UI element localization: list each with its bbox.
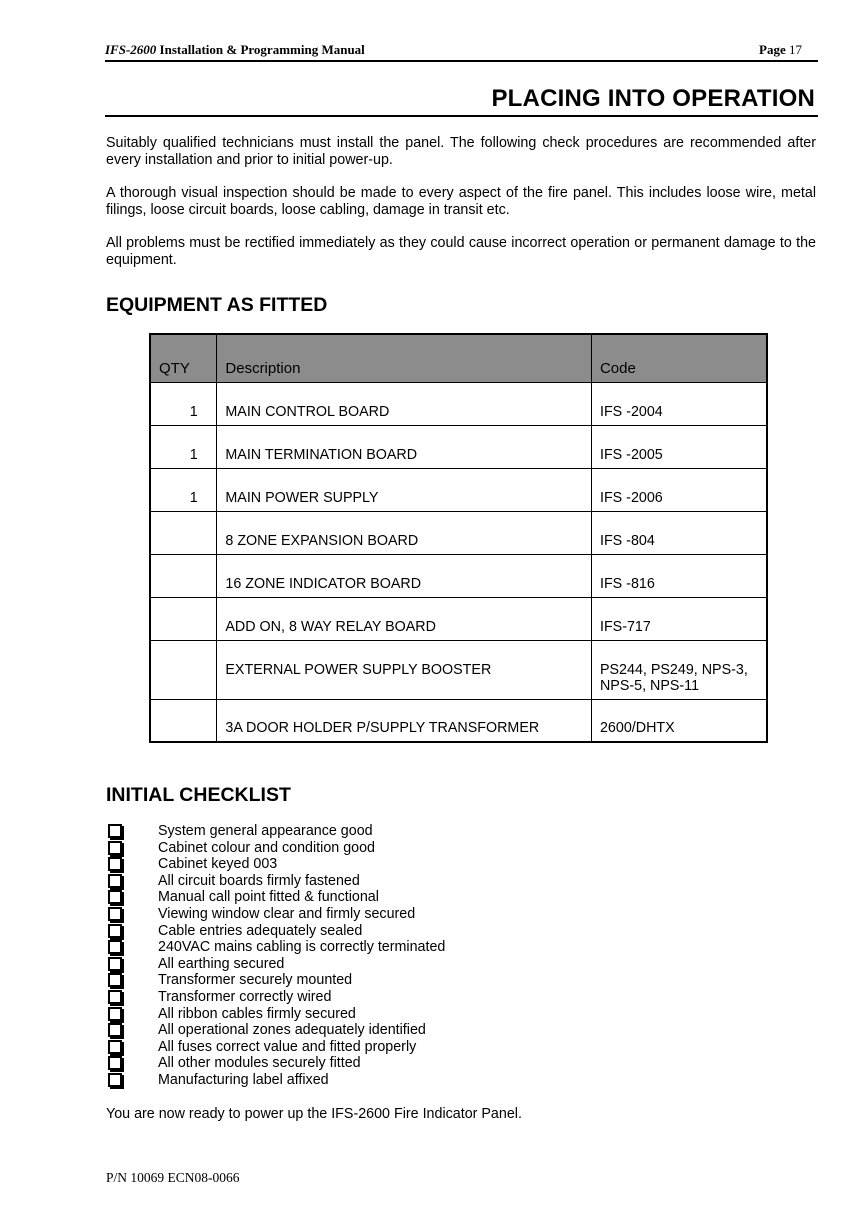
qty-cell [150, 597, 217, 640]
manual-subtitle: Installation & Programming Manual [156, 42, 365, 57]
checklist-item [106, 840, 606, 857]
checkbox-icon[interactable] [108, 1023, 122, 1037]
checkbox-icon[interactable] [108, 1040, 122, 1054]
table-row [150, 554, 767, 597]
checkbox-icon[interactable] [108, 940, 122, 954]
checkbox-icon[interactable] [108, 957, 122, 971]
code-cell: IFS-717 [591, 597, 767, 640]
checklist-item-label: All circuit boards firmly fastened [158, 872, 360, 889]
equipment-heading: EQUIPMENT AS FITTED [106, 294, 328, 316]
checklist-item-label: Transformer securely mounted [158, 972, 353, 989]
code-cell: IFS -804 [591, 511, 767, 554]
description-cell: 16 ZONE INDICATOR BOARD [217, 554, 592, 597]
description-cell: MAIN POWER SUPPLY [217, 468, 592, 511]
checklist-item-label: All earthing secured [158, 955, 285, 972]
page-label: Page [759, 42, 786, 57]
checklist-item [106, 972, 606, 989]
qty-cell: 1 [150, 468, 217, 511]
checklist-heading: INITIAL CHECKLIST [106, 784, 291, 806]
description-cell: MAIN CONTROL BOARD [217, 382, 592, 425]
checkbox-icon[interactable] [108, 990, 122, 1004]
closing-text: You are now ready to power up the IFS-2600 Fire Indicator Panel. [106, 1106, 522, 1122]
column-header-code: Code [591, 334, 767, 382]
checklist-item-label: System general appearance good [158, 823, 373, 839]
checkbox-icon[interactable] [108, 1056, 122, 1070]
code-cell: IFS -2006 [591, 468, 767, 511]
page-title: PLACING INTO OPERATION [491, 85, 815, 112]
checklist-item-label: Cabinet keyed 003 [158, 856, 278, 873]
checklist-item [106, 856, 606, 873]
checklist-item-label: Manual call point fitted & functional [158, 889, 379, 906]
qty-cell [150, 511, 217, 554]
checkbox-icon[interactable] [108, 841, 122, 855]
description-cell: 3A DOOR HOLDER P/SUPPLY TRANSFORMER [217, 699, 592, 742]
checklist-item [106, 956, 606, 973]
checklist-item-label: Manufacturing label affixed [158, 1071, 329, 1088]
page-number: 17 [789, 42, 802, 57]
code-cell: IFS -2004 [591, 382, 767, 425]
checkbox-icon[interactable] [108, 874, 122, 888]
table-row [150, 640, 767, 699]
checklist-item [106, 1072, 606, 1089]
table-row [150, 597, 767, 640]
checkbox-icon[interactable] [108, 1073, 122, 1087]
qty-cell: 1 [150, 382, 217, 425]
description-cell: 8 ZONE EXPANSION BOARD [217, 511, 592, 554]
title-divider [105, 115, 818, 117]
checklist-item-label: All operational zones adequately identified [158, 1022, 426, 1039]
manual-title [105, 42, 365, 58]
checklist-item-label: Cable entries adequately sealed [158, 922, 363, 939]
checklist-item-label: Transformer correctly wired [158, 988, 332, 1005]
checkbox-icon[interactable] [108, 924, 122, 938]
qty-cell [150, 554, 217, 597]
description-cell: MAIN TERMINATION BOARD [217, 425, 592, 468]
table-row [150, 382, 767, 425]
intro-paragraph-2: A thorough visual inspection should be made to every aspect of the fire panel. This includes loose wire, metal filings, loose circuit boards, loose cabling, damage in transit etc. [106, 185, 816, 218]
checklist-item-label: All other modules securely fitted [158, 1055, 361, 1072]
checkbox-icon[interactable] [108, 890, 122, 904]
table-row [150, 511, 767, 554]
checklist-item [106, 873, 606, 890]
checklist-item [106, 1006, 606, 1023]
checklist-item-label: All fuses correct value and fitted properly [158, 1038, 417, 1055]
page-indicator [759, 42, 802, 58]
checklist-item-label: Cabinet colour and condition good [158, 839, 375, 856]
initial-checklist [106, 823, 606, 1089]
checkbox-icon[interactable] [108, 907, 122, 921]
intro-paragraph-3: All problems must be rectified immediately as they could cause incorrect operation or permanent damage to the equipment. [106, 235, 816, 268]
checkbox-icon[interactable] [108, 824, 122, 838]
intro-paragraph-1: Suitably qualified technicians must install the panel. The following check procedures are recommended after every installation and prior to initial power-up. [106, 135, 816, 168]
checklist-item [106, 1022, 606, 1039]
page-header [105, 42, 818, 62]
column-header-qty: QTY [150, 334, 217, 382]
checkbox-icon[interactable] [108, 857, 122, 871]
qty-cell: 1 [150, 425, 217, 468]
checklist-item [106, 1055, 606, 1072]
checklist-item-label: 240VAC mains cabling is correctly terminated [158, 939, 446, 956]
checklist-item [106, 1039, 606, 1056]
table-row [150, 699, 767, 742]
checklist-item [106, 906, 606, 923]
table-row [150, 468, 767, 511]
table-header-row [150, 334, 767, 382]
code-cell: PS244, PS249, NPS-3, NPS-5, NPS-11 [591, 640, 767, 699]
part-number-footer: P/N 10069 ECN08-0066 [106, 1170, 240, 1185]
checklist-item [106, 889, 606, 906]
code-cell: 2600/DHTX [591, 699, 767, 742]
table-row [150, 425, 767, 468]
qty-cell [150, 699, 217, 742]
checkbox-icon[interactable] [108, 1007, 122, 1021]
checklist-item-label: Viewing window clear and firmly secured [158, 905, 416, 922]
code-cell: IFS -816 [591, 554, 767, 597]
code-cell: IFS -2005 [591, 425, 767, 468]
checklist-item [106, 923, 606, 940]
manual-product-name: IFS-2600 [105, 42, 157, 57]
checklist-item [106, 823, 606, 840]
checklist-item-label: All ribbon cables firmly secured [158, 1005, 356, 1022]
checklist-item [106, 989, 606, 1006]
checklist-item [106, 939, 606, 956]
equipment-table [149, 333, 768, 743]
description-cell: ADD ON, 8 WAY RELAY BOARD [217, 597, 592, 640]
qty-cell [150, 640, 217, 699]
checkbox-icon[interactable] [108, 973, 122, 987]
column-header-description: Description [217, 334, 592, 382]
description-cell: EXTERNAL POWER SUPPLY BOOSTER [217, 640, 592, 699]
